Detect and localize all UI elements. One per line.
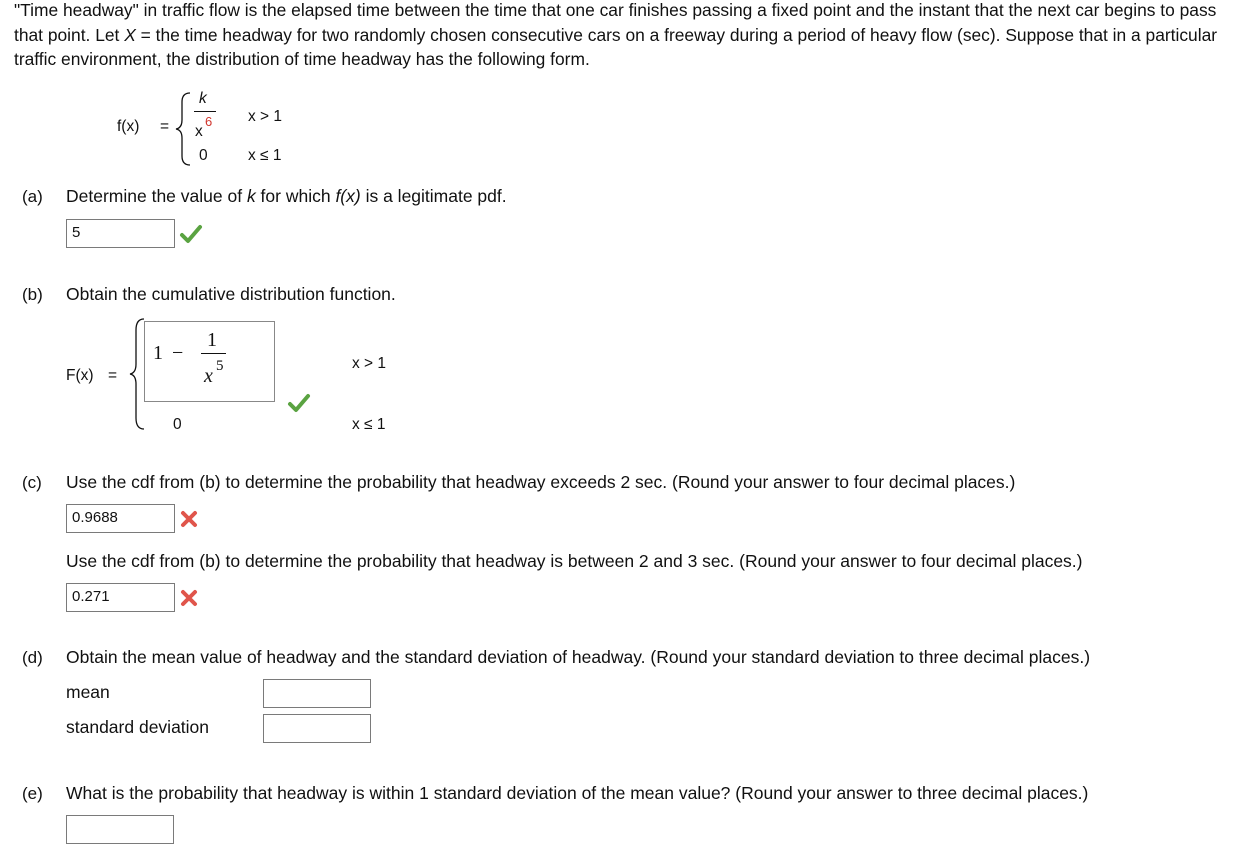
part-c-2-cross-icon — [180, 589, 198, 607]
part-c-question-2: Use the cdf from (b) to determine the probability that headway is between 2 and 3 sec. (Round your answer to four decimal places.) — [66, 551, 1083, 571]
part-c-label: (c) — [22, 473, 42, 492]
part-c-question-1: Use the cdf from (b) to determine the probability that headway exceeds 2 sec. (Round your answer to four decimal places.) — [66, 472, 1016, 492]
cdf-lhs: F(x) — [66, 367, 94, 384]
sd-label: standard deviation — [66, 717, 210, 737]
pdf-condition-2: x ≤ 1 — [248, 147, 282, 164]
cdf-numerator: 1 — [207, 329, 217, 351]
sd-input[interactable] — [263, 714, 371, 743]
variable-x: X — [124, 24, 136, 45]
pdf-fraction-bar — [194, 111, 216, 112]
cdf-exponent: 5 — [216, 358, 224, 374]
mean-input[interactable] — [263, 679, 371, 708]
part-a-answer-field[interactable]: 5 — [66, 219, 175, 248]
pdf-denominator: x — [195, 123, 203, 140]
cdf-equals: = — [108, 367, 118, 384]
intro-paragraph: "Time headway" in traffic flow is the elapsed time between the time that one car finishes passing a fixed point and the instant that the next car begins to pass that point. Let X = the time headway for two randomly chosen consecutive cars on a freeway during a period of heavy flow (sec). Suppose that in a particular traffic environment, the distribution of time headway has the following form. — [14, 0, 1218, 69]
cdf-condition-2: x ≤ 1 — [352, 416, 386, 433]
cdf-denominator-x: x — [204, 365, 213, 387]
part-a-question: Determine the value of k for which f(x) is a legitimate pdf. — [66, 186, 507, 206]
part-d-question: Obtain the mean value of headway and the standard deviation of headway. (Round your standard deviation to three decimal places.) — [66, 647, 1091, 667]
cdf-one: 1 — [153, 342, 163, 364]
part-e-label: (e) — [22, 784, 43, 803]
part-b-question: Obtain the cumulative distribution function. — [66, 284, 396, 304]
cdf-minus: − — [172, 342, 184, 364]
part-b-label: (b) — [22, 285, 43, 304]
pdf-equals: = — [160, 118, 170, 135]
part-c-answer-1-field[interactable]: 0.9688 — [66, 504, 175, 533]
cdf-fraction-bar — [201, 353, 226, 354]
cdf-condition-1: x > 1 — [352, 355, 387, 372]
cdf-answer-field[interactable] — [144, 321, 275, 402]
cdf-zero: 0 — [173, 416, 182, 433]
part-a-label: (a) — [22, 187, 43, 206]
part-c-answer-2-field[interactable]: 0.271 — [66, 583, 175, 612]
mean-label: mean — [66, 682, 110, 702]
part-c-1-cross-icon — [180, 510, 198, 528]
pdf-exponent: 6 — [205, 114, 213, 129]
pdf-zero: 0 — [199, 147, 208, 164]
part-e-question: What is the probability that headway is within 1 standard deviation of the mean value? (Round your answer to three decimal places.) — [66, 783, 1089, 803]
part-b-check-icon — [288, 394, 310, 412]
pdf-brace — [174, 92, 194, 166]
pdf-condition-1: x > 1 — [248, 108, 283, 125]
part-e-answer-field[interactable] — [66, 815, 174, 844]
part-a-check-icon — [180, 225, 202, 243]
pdf-lhs: f(x) — [117, 118, 140, 135]
pdf-numerator-k: k — [199, 90, 207, 107]
part-d-label: (d) — [22, 648, 43, 667]
